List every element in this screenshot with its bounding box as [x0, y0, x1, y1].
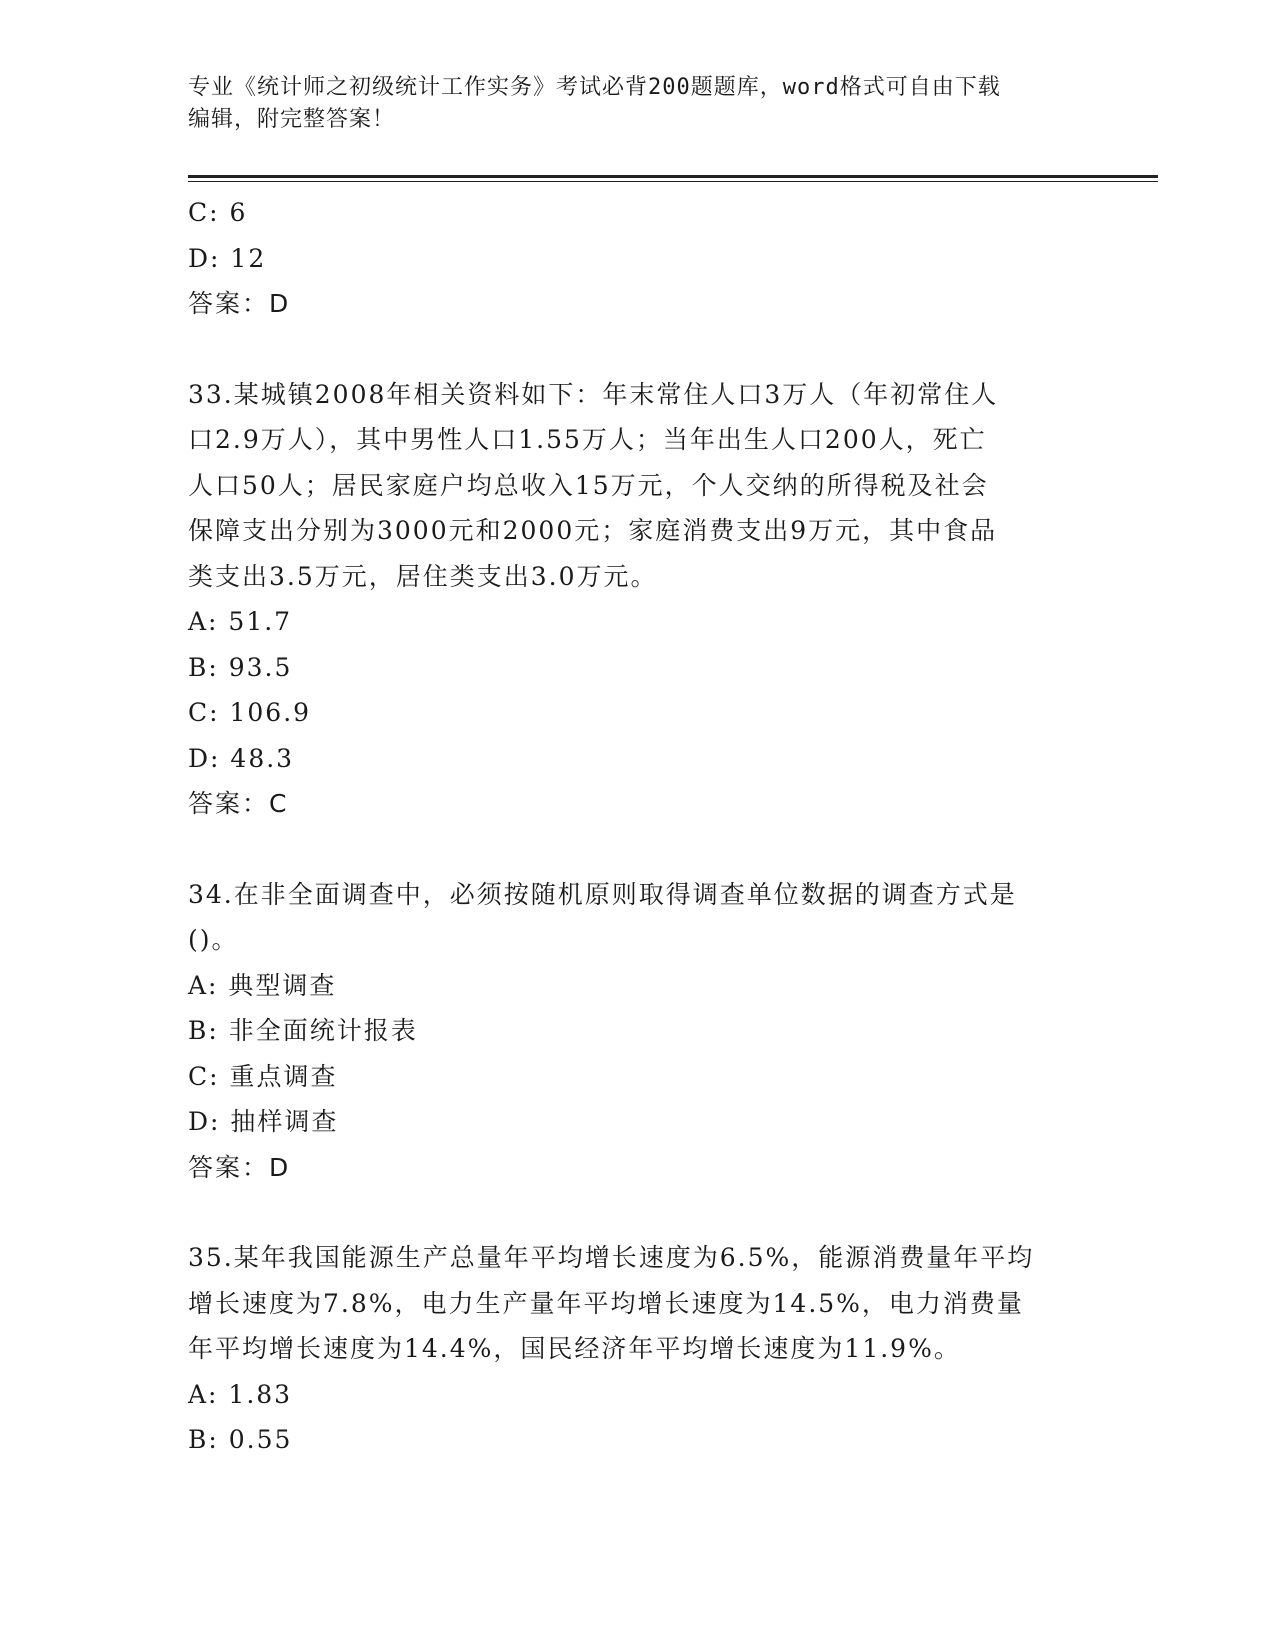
- option-c: C: 6: [188, 198, 248, 227]
- question-text-line: 34.在非全面调查中，必须按随机原则取得调查单位数据的调查方式是: [188, 879, 1017, 909]
- question-33: [188, 372, 1088, 827]
- question-text-line: 年平均增长速度为14.4%，国民经济年平均增长速度为11.9%。: [188, 1334, 961, 1363]
- option-b: B: 93.5: [188, 652, 293, 682]
- spacer: [188, 1190, 1088, 1235]
- question-text-line: ()。: [188, 925, 239, 954]
- header-title-line-2: 编辑，附完整答案！: [188, 107, 396, 132]
- spacer: [188, 827, 1088, 872]
- answer-line: 答案：D: [188, 1152, 291, 1182]
- page-header: [188, 72, 1088, 136]
- question-text-line: 增长速度为7.8%，电力生产量年平均增长速度为14.5%，电力消费量: [188, 1288, 1024, 1318]
- header-divider-thin: [188, 181, 1158, 182]
- question-35: [188, 1235, 1088, 1463]
- option-d: D: 12: [188, 243, 267, 273]
- question-text-line: 35.某年我国能源生产总量年平均增长速度为6.5%，能源消费量年平均: [188, 1243, 1035, 1272]
- question-content: [188, 190, 1088, 1463]
- answer-line: 答案：C: [188, 789, 289, 818]
- question-32-tail: [188, 190, 1088, 327]
- question-text-line: 保障支出分别为3000元和2000元；家庭消费支出9万元，其中食品: [188, 516, 998, 545]
- question-text-line: 人口50人；居民家庭户均总收入15万元，个人交纳的所得税及社会: [188, 470, 989, 500]
- question-34: [188, 872, 1088, 1191]
- option-a: A: 典型调查: [188, 970, 337, 1000]
- option-d: D: 抽样调查: [188, 1107, 339, 1136]
- option-a: A: 1.83: [188, 1379, 293, 1409]
- option-b: B: 非全面统计报表: [188, 1016, 418, 1045]
- question-text-line: 33.某城镇2008年相关资料如下：年末常住人口3万人（年初常住人: [188, 379, 999, 409]
- answer-line: 答案：D: [188, 289, 291, 318]
- option-a: A: 51.7: [188, 607, 293, 636]
- question-text-line: 口2.9万人），其中男性人口1.55万人；当年出生人口200人，死亡: [188, 425, 987, 454]
- option-c: C: 106.9: [188, 698, 312, 727]
- option-c: C: 重点调查: [188, 1061, 338, 1091]
- option-d: D: 48.3: [188, 743, 295, 773]
- option-b: B: 0.55: [188, 1425, 293, 1454]
- spacer: [188, 327, 1088, 372]
- question-text-line: 类支出3.5万元，居住类支出3.0万元。: [188, 561, 658, 591]
- header-divider-thick: [188, 175, 1158, 178]
- header-title-line-1: 专业《统计师之初级统计工作实务》考试必背200题题库，word格式可自由下载: [188, 75, 1001, 100]
